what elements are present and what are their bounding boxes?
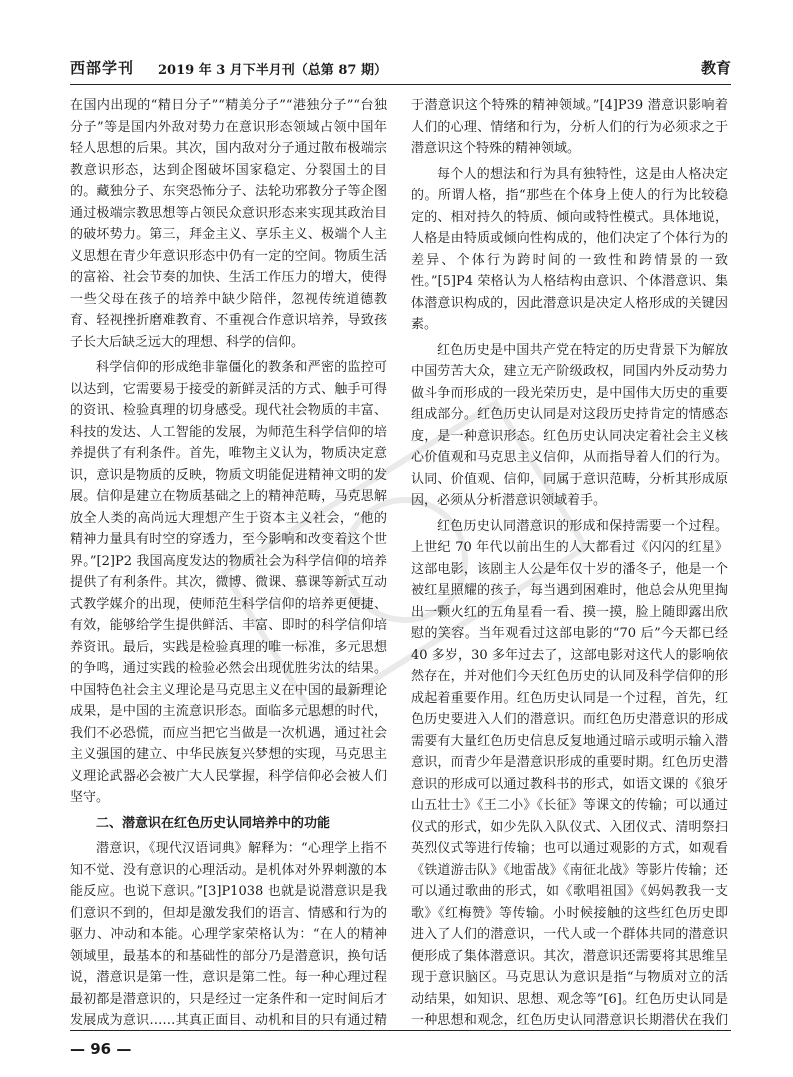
- paragraph: 潜意识，《现代汉语词典》解释为：“心理学上指不知不觉、没有意识的心理活动。是机体对外界刺激的本能反应。也说下意识。”[3]P1038 也就是说潜意识是我们意识不到的，但却是激发我们的语言、情感和行为的驱力、冲动和本能。心理学家荣格认为：“在人的精神领域里，最基本的和基础性的部分乃是潜意识，换句话说，潜意识是第一性，意识是第二性。每一种心理过程最初都是潜意识的，只是经过一定条件和一定时间后才发展成为意识……其真正面目、动机和目的只有通过精: [70, 841, 387, 1028]
- paragraph: 科学信仰的形成绝非靠僵化的教条和严密的监控可以达到，它需要易于接受的新鲜灵活的方式、触手可得的资讯、检验真理的切身感受。现代社会物质的丰富、科技的发达、人工智能的发展，为师范生科学信仰的培养提供了有利条件。首先，唯物主义认为，物质决定意识，意识是物质的反映，物质文明能促进精神文明的发展。信仰是建立在物质基础之上的精神范畴，马克思解放全人类的高尚远大理想产生于资本主义社会，“他的精神力量具有时空的穿透力，至今影响和改变着这个世界。”[2]P2 我国高度发达的物质社会为科学信仰的培养提供了有利条件。其次，微博、微课、慕课等新式互动式教学媒介的出现，使师范生科学信仰的培养更便捷、有效，能够给学生提供鲜活、丰富、即时的科学信仰培养资讯。最后，实践是检验真理的唯一标准，多元思想的争鸣，通过实践的检验必然会出现优胜劣汰的结果。中国特色社会主义理论是马克思主义在中国的最新理论成果，是中国的主流意识形态。面临多元思想的时代，我们不必恐慌，而应当把它当做是一次机遇，通过社会主义强国的建立、中华民族复兴梦想的实现，马克思主义理论武器必会被广大人民掌握，科学信仰必会被人们坚守。: [70, 360, 387, 805]
- section-label: 教育: [700, 59, 731, 77]
- issue-info: 2019 年 3 月下半月刊（总第 87 期）: [158, 63, 387, 78]
- left-column: [70, 95, 387, 1030]
- page-number: — 96 —: [70, 1040, 132, 1058]
- paragraph: 于潜意识这个特殊的精神领域。”[4]P39 潜意识影响着人们的心理、情绪和行为，分析人们的行为必须求之于潜意识这个特殊的精神领域。: [411, 98, 728, 156]
- page-header: [70, 57, 731, 79]
- paragraph: 红色历史是中国共产党在特定的历史背景下为解放中国劳苦大众，建立无产阶级政权，同国内外反动势力做斗争而形成的一段光荣历史，是中国伟大历史的重要组成部分。红色历史认同是对这段历史持肯定的情感态度，是一种意识形态。红色历史认同决定着社会主义核心价值观和马克思主义信仰，从而指导着人们的行为。认同、价值观、信仰，同属于意识范畴，分析其形成原因，必须从分析潜意识领域着手。: [411, 342, 728, 508]
- footer-rule: [70, 1030, 731, 1031]
- paragraph: 每个人的想法和行为具有独特性，这是由人格决定的。所谓人格，指“那些在个体身上使人的行为比较稳定的、相对持久的特质、倾向或特性模式。具体地说，人格是由特质或倾向性构成的，他们决定了个体行为的差异、个体行为跨时间的一致性和跨情景的一致性。”[5]P4 荣格认为人格结构由意识、个体潜意识、集体潜意识构成的，因此潜意识是决定人格形成的关键因素。: [411, 166, 728, 332]
- paragraph: 红色历史认同潜意识的形成和保持需要一个过程。上世纪 70 年代以前出生的人大都看过《闪闪的红星》这部电影，该剧主人公是年仅十岁的潘冬子，他是一个被红星照耀的孩子，每当遇到困难时，他总会从兜里掏出一颗火红的五角星看一看、摸一摸，脸上随即露出欣慰的笑容。当年观看过这部电影的“70 后”今天都已经 40 多岁，30 多年过去了，这部电影对这代人的影响依然存在，并对他们今天红色历史的认同及科学信仰的形成起着重要作用。红色历史认同是一个过程，首先，红色历史要进入人们的潜意识。而红色历史潜意识的形成需要有大量红色历史信息反复地通过暗示或明示输入潜意识，而青少年是潜意识形成的重要时期。红色历史潜意识的形成可以通过教科书的形式，如语文课的《狼牙山五壮士》《王二小》《长征》等课文的传输；可以通过仪式的形式，如少先队入队仪式、入团仪式、清明祭扫英烈仪式等进行传输；也可以通过观影的方式，如观看《铁道游击队》《地雷战》《南征北战》等影片传输；还可以通过歌曲的形式，如《歌唱祖国》《妈妈教我一支歌》《红梅赞》等传输。小时候接触的这些红色历史即进入了人们的潜意识，一代人或一个群体共同的潜意识便形成了集体潜意识。其次，潜意识还需要将其思维呈现于意识脑区。马克思认为意识是指“与物质对立的活动结果，如知识、思想、观念等”[6]。红色历史认同是一种思想和观念，红色历史认同潜意识长期潜伏在我们: [411, 518, 728, 1028]
- section-heading: 二、潜意识在红色历史认同培养中的功能: [96, 815, 331, 831]
- journal-brand: 西部学刊: [70, 59, 135, 77]
- header-rule: [70, 84, 731, 85]
- paragraph: 在国内出现的“精日分子”“精美分子”“港独分子”“台独分子”等是国内外敌对势力在意识形态领域占领中国年轻人思想的后果。其次，国内敌对分子通过散布极端宗教意识形态，达到企图破坏国家稳定、分裂国土的目的。藏独分子、东突恐怖分子、法轮功邪教分子等企图通过极端宗教思想等占领民众意识形态来实现其政治目的破坏势力。第三，拜金主义、享乐主义、极端个人主义思想在青少年意识形态中仍有一定的空间。物质生活的富裕、社会节奏的加快、生活工作压力的增大，使得一些父母在孩子的培养中缺少陪伴，忽视传统道德教育、轻视挫折磨难教育、不重视合作意识培养，导致孩子长大后缺乏远大的理想、科学的信仰。: [70, 98, 387, 350]
- right-column: [411, 95, 728, 1030]
